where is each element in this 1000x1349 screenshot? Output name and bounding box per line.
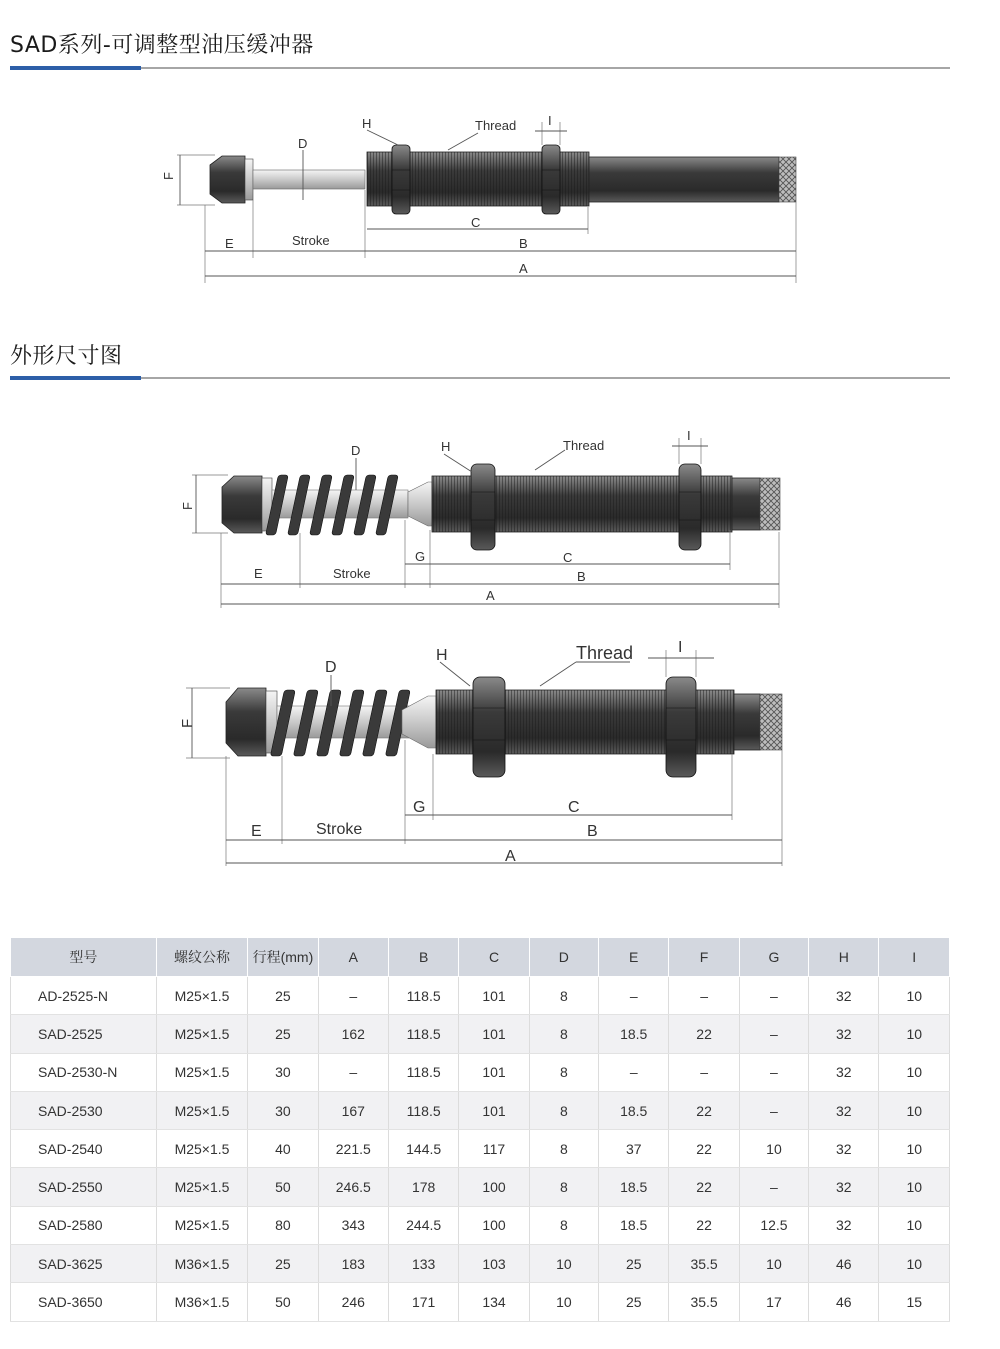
table-row	[11, 1168, 950, 1206]
table-cell: 37	[599, 1130, 669, 1168]
table-cell: 178	[388, 1168, 458, 1206]
table-cell: 162	[318, 1015, 388, 1053]
model-cell: SAD-3625	[11, 1245, 157, 1283]
table-cell: 183	[318, 1245, 388, 1283]
table-cell: –	[669, 1053, 739, 1091]
table-cell: 25	[599, 1245, 669, 1283]
table-cell: 246.5	[318, 1168, 388, 1206]
table-cell: 32	[809, 1206, 879, 1244]
table-cell: 10	[879, 1053, 950, 1091]
table-row	[11, 1130, 950, 1168]
table-cell: –	[599, 1053, 669, 1091]
table-cell: 100	[459, 1206, 529, 1244]
label-stroke: Stroke	[292, 233, 330, 248]
absorber-body	[210, 145, 796, 214]
label-b: B	[587, 823, 598, 840]
absorber-body	[222, 464, 780, 550]
table-row	[11, 1283, 950, 1321]
table-cell: 32	[809, 1168, 879, 1206]
label-h: H	[362, 116, 372, 131]
spring-absorber-diagram-small	[0, 420, 1000, 660]
table-cell: 25	[248, 1245, 318, 1283]
table-cell: 8	[529, 1130, 598, 1168]
table-cell: 221.5	[318, 1130, 388, 1168]
header-model: 型号	[11, 938, 157, 977]
header-d: D	[529, 938, 598, 977]
table-cell: 25	[599, 1283, 669, 1321]
table-cell: 101	[459, 1091, 529, 1129]
table-cell: 134	[459, 1283, 529, 1321]
header-c: C	[459, 938, 529, 977]
model-cell: AD-2525-N	[11, 977, 157, 1015]
model-cell: SAD-2550	[11, 1168, 157, 1206]
table-cell: 46	[809, 1283, 879, 1321]
table-cell: –	[599, 977, 669, 1015]
table-cell: M36×1.5	[156, 1245, 247, 1283]
table-header-row	[11, 938, 950, 977]
label-c: C	[471, 215, 481, 230]
section-title-dimensions: 外形尺寸图	[10, 344, 123, 369]
label-d: D	[325, 659, 337, 676]
table-cell: 50	[248, 1168, 318, 1206]
table-cell: 46	[809, 1245, 879, 1283]
table-cell: 32	[809, 977, 879, 1015]
label-f: F	[179, 718, 196, 728]
label-i: I	[687, 428, 691, 443]
table-cell: 22	[669, 1130, 739, 1168]
table-cell: 10	[879, 1091, 950, 1129]
table-row	[11, 1091, 950, 1129]
table-cell: 8	[529, 1053, 598, 1091]
label-e: E	[225, 236, 234, 251]
table-row	[11, 1245, 950, 1283]
model-cell: SAD-2540	[11, 1130, 157, 1168]
table-cell: 80	[248, 1206, 318, 1244]
section-divider	[10, 377, 950, 379]
table-cell: –	[739, 1015, 808, 1053]
header-e: E	[599, 938, 669, 977]
header-a: A	[318, 938, 388, 977]
table-cell: 18.5	[599, 1168, 669, 1206]
model-cell: SAD-2580	[11, 1206, 157, 1244]
label-a: A	[486, 588, 495, 603]
section-title-product: SAD系列-可调整型油压缓冲器	[10, 33, 314, 58]
label-thread: Thread	[576, 643, 634, 663]
table-cell: 50	[248, 1283, 318, 1321]
label-h: H	[441, 439, 451, 454]
header-f: F	[669, 938, 739, 977]
table-cell: 8	[529, 1168, 598, 1206]
table-cell: 118.5	[388, 1091, 458, 1129]
header-thread-size: 螺纹公称	[156, 938, 247, 977]
table-cell: 18.5	[599, 1015, 669, 1053]
model-cell: SAD-2530-N	[11, 1053, 157, 1091]
header-h: H	[809, 938, 879, 977]
table-cell: M25×1.5	[156, 1130, 247, 1168]
header-i: I	[879, 938, 950, 977]
label-g: G	[415, 549, 426, 564]
table-cell: 10	[879, 1206, 950, 1244]
table-row	[11, 1015, 950, 1053]
table-cell: 17	[739, 1283, 808, 1321]
table-cell: 8	[529, 1206, 598, 1244]
label-stroke: Stroke	[316, 821, 363, 838]
absorber-body	[226, 677, 782, 777]
table-cell: M25×1.5	[156, 1168, 247, 1206]
model-cell: SAD-3650	[11, 1283, 157, 1321]
table-cell: 10	[879, 1168, 950, 1206]
table-cell: 25	[248, 1015, 318, 1053]
specification-table	[10, 937, 950, 1322]
table-cell: 22	[669, 1168, 739, 1206]
table-cell: –	[739, 977, 808, 1015]
label-h: H	[436, 647, 448, 664]
model-cell: SAD-2530	[11, 1091, 157, 1129]
table-cell: –	[739, 1091, 808, 1129]
table-cell: –	[739, 1168, 808, 1206]
spring-absorber-diagram-large	[0, 640, 1000, 890]
table-cell: 167	[318, 1091, 388, 1129]
label-e: E	[251, 823, 262, 840]
table-cell: 35.5	[669, 1245, 739, 1283]
table-cell: 10	[739, 1245, 808, 1283]
label-d: D	[351, 443, 361, 458]
header-g: G	[739, 938, 808, 977]
label-c: C	[568, 799, 580, 816]
header-stroke: 行程(mm)	[248, 938, 318, 977]
table-cell: 35.5	[669, 1283, 739, 1321]
table-cell: 10	[529, 1245, 598, 1283]
table-cell: 246	[318, 1283, 388, 1321]
table-cell: 22	[669, 1091, 739, 1129]
table-cell: M25×1.5	[156, 977, 247, 1015]
table-cell: 118.5	[388, 1015, 458, 1053]
table-cell: 8	[529, 1091, 598, 1129]
label-g: G	[413, 799, 426, 816]
table-cell: 18.5	[599, 1091, 669, 1129]
label-f: F	[161, 172, 176, 180]
model-cell: SAD-2525	[11, 1015, 157, 1053]
label-stroke: Stroke	[333, 566, 371, 581]
label-d: D	[298, 136, 308, 151]
table-cell: 118.5	[388, 977, 458, 1015]
label-thread: Thread	[563, 438, 605, 453]
table-cell: 144.5	[388, 1130, 458, 1168]
table-cell: –	[318, 977, 388, 1015]
table-cell: –	[318, 1053, 388, 1091]
table-cell: 117	[459, 1130, 529, 1168]
table-cell: 343	[318, 1206, 388, 1244]
label-thread: Thread	[475, 118, 517, 133]
table-cell: 10	[879, 1245, 950, 1283]
table-cell: 10	[879, 1130, 950, 1168]
table-cell: M25×1.5	[156, 1015, 247, 1053]
table-cell: 40	[248, 1130, 318, 1168]
label-a: A	[519, 261, 528, 276]
table-cell: 101	[459, 977, 529, 1015]
table-cell: 100	[459, 1168, 529, 1206]
table-cell: 25	[248, 977, 318, 1015]
table-cell: 15	[879, 1283, 950, 1321]
table-cell: 10	[529, 1283, 598, 1321]
table-cell: 32	[809, 1053, 879, 1091]
shock-absorber-diagram	[0, 0, 1000, 300]
table-cell: 244.5	[388, 1206, 458, 1244]
table-cell: 8	[529, 977, 598, 1015]
table-cell: 101	[459, 1053, 529, 1091]
table-cell: M36×1.5	[156, 1283, 247, 1321]
table-cell: 30	[248, 1053, 318, 1091]
table-row	[11, 1053, 950, 1091]
table-cell: 32	[809, 1130, 879, 1168]
table-cell: 10	[879, 1015, 950, 1053]
table-cell: 8	[529, 1015, 598, 1053]
table-cell: 10	[879, 977, 950, 1015]
table-cell: 103	[459, 1245, 529, 1283]
label-f: F	[180, 502, 195, 510]
table-cell: 18.5	[599, 1206, 669, 1244]
section-divider-accent	[10, 376, 141, 380]
table-cell: M25×1.5	[156, 1091, 247, 1129]
table-cell: 30	[248, 1091, 318, 1129]
table-cell: 32	[809, 1091, 879, 1129]
table-cell: 22	[669, 1015, 739, 1053]
table-row	[11, 977, 950, 1015]
table-cell: 101	[459, 1015, 529, 1053]
table-cell: 32	[809, 1015, 879, 1053]
table-row	[11, 1206, 950, 1244]
label-b: B	[577, 569, 586, 584]
label-i: I	[548, 113, 552, 128]
label-e: E	[254, 566, 263, 581]
table-cell: 171	[388, 1283, 458, 1321]
label-a: A	[505, 848, 516, 865]
table-cell: –	[669, 977, 739, 1015]
label-b: B	[519, 236, 528, 251]
table-cell: 118.5	[388, 1053, 458, 1091]
table-cell: 22	[669, 1206, 739, 1244]
label-c: C	[563, 550, 573, 565]
label-i: I	[678, 639, 683, 656]
header-b: B	[388, 938, 458, 977]
table-cell: –	[739, 1053, 808, 1091]
table-cell: M25×1.5	[156, 1206, 247, 1244]
table-cell: 133	[388, 1245, 458, 1283]
table-cell: 10	[739, 1130, 808, 1168]
table-cell: M25×1.5	[156, 1053, 247, 1091]
table-cell: 12.5	[739, 1206, 808, 1244]
